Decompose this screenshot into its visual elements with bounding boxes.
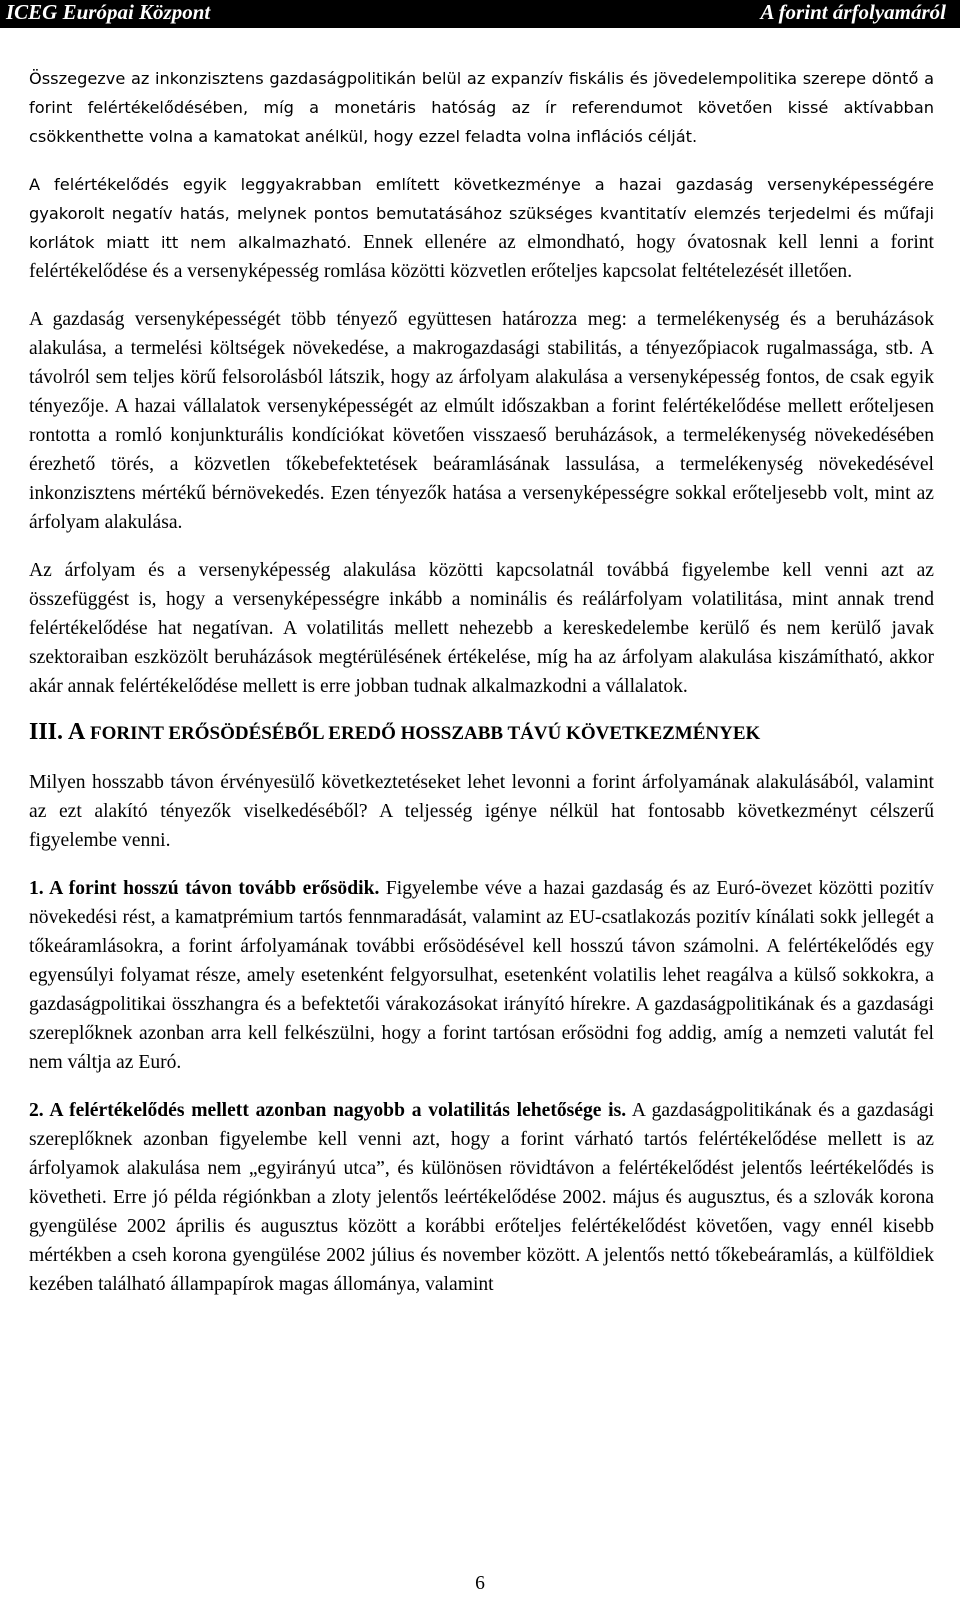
paragraph-factors: A gazdaság versenyképességét több tényező együttesen határozza meg: a termelékenység és a beruházások alakulása, a termelési költségek növekedése, a makrogazdasági stabilitás, a tényezőpiacok rugalmassága, stb. A távolról sem teljes körű felsorolásból látszik, hogy az árfolyam alakulása a versenyképesség fontos, de csak egyik tényezője. A hazai vállalatok versenyképességét az elmúlt időszakban a forint felértékelődése mellett erőteljesen rontotta a romló konjunkturális kondíciókat követően visszaeső beruházások, a termelékenység növekedésében érezhető törés, a közvetlen tőkebefektetések beáramlásának lassulása, a termelékenység növekedésével inkonzisztens mértékű bérnövekedés. Ezen tényezők hatása a versenyképességre sokkal erőteljesebb volt, mint az árfolyam alakulása. — [29, 309, 934, 533]
page-header — [0, 0, 960, 28]
document-body — [29, 64, 934, 1299]
section-number: III. — [29, 719, 64, 745]
paragraph-competitiveness-part2: Ennek ellenére az elmondható, hogy óvatosnak kell lenni a forint felértékelődése és a versenyképesség romlása közötti közvetlen erőteljes kapcsolat feltételezését illetően. — [29, 232, 934, 282]
list-item-2-text: A gazdaságpolitikának és a gazdasági szereplőknek azonban figyelembe kell venni azt, hogy a forint várható tartós felértékelődése mellett is az árfolyamok alakulása nem „egyirányú utca”, és különösen rövidtávon a felértékelődést jelentős leértékelődés is követheti. Erre jó példa régiónkban a zloty jelentős leértékelődése 2002. május és augusztus, és a szlovák korona gyengülése 2002 április és augusztus között a korábbi erőteljes felértékelődést követően, vagy ennél kisebb mértékben a cseh korona gyengülése 2002 július és november között. A jelentős nettó tőkebeáramlás, a külföldiek kezében található állampapírok magas állománya, valamint — [29, 1100, 935, 1295]
paragraph-competitiveness-part1: A felértékelődés egyik leggyakrabban említett következménye a hazai gazdaság versenyképességére gyakorolt negatív hatás, melynek pontos bemutatásához szükséges kvantitatív elemzés terjedelmi és műfaji korlátok miatt itt nem alkalmazható. — [29, 175, 934, 252]
page-number: 6 — [475, 1573, 485, 1594]
list-item-1 — [29, 874, 934, 1077]
list-item-2-lead: 2. A felértékelődés mellett azonban nagyobb a volatilitás lehetősége is. — [29, 1100, 627, 1121]
list-item-1-lead: 1. A forint hosszú távon tovább erősödik. — [29, 878, 380, 899]
paragraph-competitiveness — [29, 170, 934, 286]
header-organization: ICEG Európai Központ — [6, 0, 211, 24]
list-item-1-text: Figyelembe véve a hazai gazdaság és az Euró-övezet közötti pozitív növekedési rést, a kamatprémium tartós fennmaradását, valamint az EU-csatlakozás pozitív kínálati sokk jellegét a tőkeáramlásokra, a forint árfolyamának további erősödésével kell hosszú távon számolni. A felértékelődés egy egyensúlyi folyamat része, amely esetenként felgyorsulhat, esetenként volatilis lehet reagálva a külső sokkokra, a gazdaságpolitikai összhangra és a befektetői várakozásokat irányító hírekre. A gazdaságpolitikának és a gazdasági szereplőknek azonban arra kell felkészülni, hogy a forint tartósan erősödni fog addig, amíg a nemzeti valutát fel nem váltja az Euró. — [29, 878, 934, 1073]
paragraph-summary: Összegezve az inkonzisztens gazdaságpolitikán belül az expanzív fiskális és jövedelempolitika szerepe döntő a forint felértékelődésében, míg a monetáris hatóság az ír referendumot követően kissé aktívabban csökkenthette volna a kamatokat anélkül, hogy ezzel feladta volna inflációs célját. — [29, 69, 934, 146]
paragraph-intro: Milyen hosszabb távon érvényesülő következtetéseket lehet levonni a forint árfolyamának alakulásából, valamint az ezt alakító tényezők viselkedéséből? A teljesség igénye nélkül hat fontosabb következményt célszerű figyelembe venni. — [29, 772, 934, 851]
paragraph-volatility: Az árfolyam és a versenyképesség alakulása közötti kapcsolatnál továbbá figyelembe kell venni azt az összefüggést is, hogy a versenyképességre inkább a nominális és reálárfolyam volatilitása, mint annak trend felértékelődése hat negatívan. A volatilitás mellett nehezebb a kereskedelembe kerülő és nem kerülő javak szektoraiban eszközölt beruházások megtérülésének értékelése, míg ha az árfolyam alakulása kiszámítható, akkor akár annak felértékelődése mellett is erre jobban tudnak alkalmazkodni a vállalatok. — [29, 560, 934, 697]
section-title: FORINT ERŐSÖDÉSÉBŐL EREDŐ HOSSZABB TÁVÚ KÖVETKEZMÉNYEK — [85, 723, 761, 744]
section-initial: A — [67, 719, 86, 745]
section-heading — [29, 717, 934, 749]
header-document-title: A forint árfolyamáról — [760, 0, 946, 24]
list-item-2 — [29, 1096, 934, 1299]
